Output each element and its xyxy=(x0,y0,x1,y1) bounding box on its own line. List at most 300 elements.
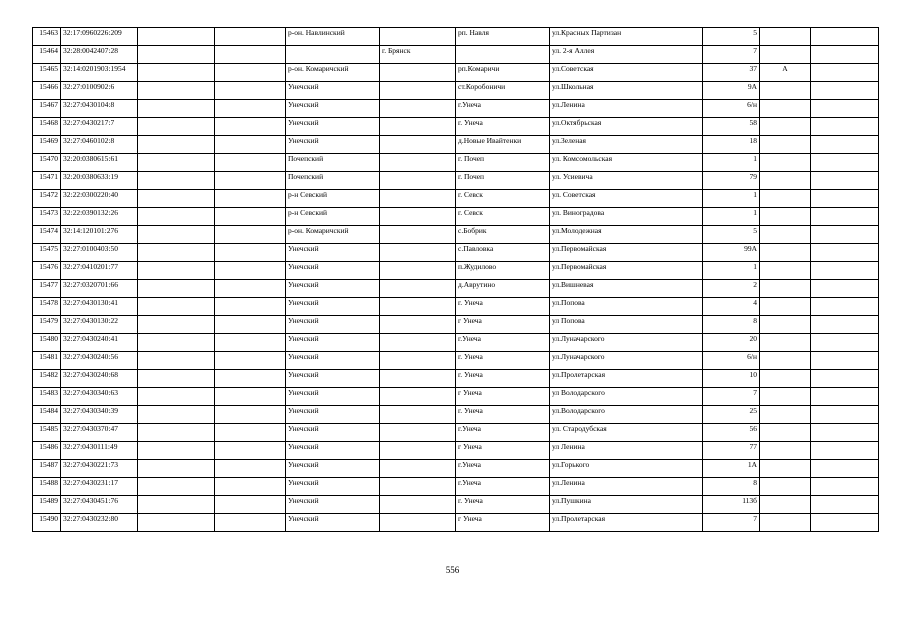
district-cell: Почепский xyxy=(286,154,380,172)
building-letter-cell xyxy=(760,280,811,298)
empty-cell xyxy=(138,514,215,532)
empty-cell xyxy=(215,478,286,496)
row-number-cell: 15483 xyxy=(33,388,61,406)
city-cell: г. Брянск xyxy=(380,46,456,64)
extra-cell xyxy=(811,388,879,406)
house-number-cell: 56 xyxy=(703,424,760,442)
district-cell: р-н Севский xyxy=(286,190,380,208)
empty-cell xyxy=(138,208,215,226)
building-letter-cell xyxy=(760,334,811,352)
extra-cell xyxy=(811,172,879,190)
row-number-cell: 15471 xyxy=(33,172,61,190)
locality-cell: г. Унеча xyxy=(456,298,550,316)
street-cell: ул.Первомайская xyxy=(550,244,703,262)
row-number-cell: 15477 xyxy=(33,280,61,298)
extra-cell xyxy=(811,370,879,388)
house-number-cell: 2 xyxy=(703,280,760,298)
table-row xyxy=(33,46,879,64)
table-row xyxy=(33,334,879,352)
building-letter-cell xyxy=(760,46,811,64)
cadastral-number-cell: 32:27:0100902:6 xyxy=(61,82,138,100)
row-number-cell: 15465 xyxy=(33,64,61,82)
city-cell xyxy=(380,424,456,442)
extra-cell xyxy=(811,424,879,442)
empty-cell xyxy=(215,298,286,316)
locality-cell: г Унеча xyxy=(456,316,550,334)
table-row xyxy=(33,64,879,82)
empty-cell xyxy=(138,496,215,514)
locality-cell: г Унеча xyxy=(456,514,550,532)
empty-cell xyxy=(138,262,215,280)
empty-cell xyxy=(138,46,215,64)
row-number-cell: 15490 xyxy=(33,514,61,532)
empty-cell xyxy=(138,64,215,82)
city-cell xyxy=(380,244,456,262)
locality-cell: г.Унеча xyxy=(456,460,550,478)
cadastral-number-cell: 32:22:0300220:40 xyxy=(61,190,138,208)
city-cell xyxy=(380,172,456,190)
house-number-cell: 8 xyxy=(703,316,760,334)
house-number-cell: 7 xyxy=(703,514,760,532)
empty-cell xyxy=(138,370,215,388)
building-letter-cell xyxy=(760,28,811,46)
street-cell: ул. 2-я Аллея xyxy=(550,46,703,64)
house-number-cell: 10 xyxy=(703,370,760,388)
extra-cell xyxy=(811,100,879,118)
house-number-cell: 7 xyxy=(703,388,760,406)
locality-cell: с.Бобрик xyxy=(456,226,550,244)
extra-cell xyxy=(811,460,879,478)
table-row xyxy=(33,424,879,442)
empty-cell xyxy=(138,190,215,208)
cadastral-number-cell: 32:27:0430231:17 xyxy=(61,478,138,496)
house-number-cell: 113б xyxy=(703,496,760,514)
street-cell: ул. Стародубская xyxy=(550,424,703,442)
empty-cell xyxy=(215,496,286,514)
street-cell: ул.Зеленая xyxy=(550,136,703,154)
city-cell xyxy=(380,388,456,406)
empty-cell xyxy=(215,370,286,388)
extra-cell xyxy=(811,298,879,316)
cadastral-number-cell: 32:27:0430240:41 xyxy=(61,334,138,352)
row-number-cell: 15487 xyxy=(33,460,61,478)
locality-cell: г. Почеп xyxy=(456,172,550,190)
street-cell: ул.Вишневая xyxy=(550,280,703,298)
cadastral-number-cell: 32:27:0430221:73 xyxy=(61,460,138,478)
building-letter-cell xyxy=(760,244,811,262)
district-cell: Унечский xyxy=(286,478,380,496)
city-cell xyxy=(380,442,456,460)
house-number-cell: 4 xyxy=(703,298,760,316)
extra-cell xyxy=(811,496,879,514)
cadastral-number-cell: 32:27:0430451:76 xyxy=(61,496,138,514)
empty-cell xyxy=(215,424,286,442)
house-number-cell: 58 xyxy=(703,118,760,136)
building-letter-cell xyxy=(760,406,811,424)
cadastral-number-cell: 32:27:0430130:22 xyxy=(61,316,138,334)
row-number-cell: 15480 xyxy=(33,334,61,352)
extra-cell xyxy=(811,262,879,280)
extra-cell xyxy=(811,316,879,334)
building-letter-cell xyxy=(760,496,811,514)
empty-cell xyxy=(138,226,215,244)
city-cell xyxy=(380,64,456,82)
row-number-cell: 15469 xyxy=(33,136,61,154)
empty-cell xyxy=(138,442,215,460)
city-cell xyxy=(380,154,456,172)
cadastral-number-cell: 32:27:0430232:80 xyxy=(61,514,138,532)
locality-cell: г. Унеча xyxy=(456,406,550,424)
building-letter-cell xyxy=(760,208,811,226)
row-number-cell: 15476 xyxy=(33,262,61,280)
empty-cell xyxy=(138,244,215,262)
extra-cell xyxy=(811,64,879,82)
empty-cell xyxy=(138,28,215,46)
extra-cell xyxy=(811,46,879,64)
street-cell: ул.Ленина xyxy=(550,478,703,496)
cadastral-number-cell: 32:27:0430130:41 xyxy=(61,298,138,316)
city-cell xyxy=(380,262,456,280)
empty-cell xyxy=(215,46,286,64)
table-row xyxy=(33,226,879,244)
row-number-cell: 15482 xyxy=(33,370,61,388)
street-cell: ул.Луначарского xyxy=(550,352,703,370)
city-cell xyxy=(380,406,456,424)
house-number-cell: 6/н xyxy=(703,352,760,370)
extra-cell xyxy=(811,190,879,208)
district-cell: Унечский xyxy=(286,316,380,334)
district-cell: Почепский xyxy=(286,172,380,190)
extra-cell xyxy=(811,82,879,100)
extra-cell xyxy=(811,136,879,154)
locality-cell: г. Севск xyxy=(456,190,550,208)
locality-cell: с.Павловка xyxy=(456,244,550,262)
street-cell: ул.Октябрьская xyxy=(550,118,703,136)
empty-cell xyxy=(215,190,286,208)
building-letter-cell xyxy=(760,190,811,208)
extra-cell xyxy=(811,478,879,496)
locality-cell: г. Почеп xyxy=(456,154,550,172)
building-letter-cell xyxy=(760,154,811,172)
table-row xyxy=(33,298,879,316)
cadastral-number-cell: 32:22:0390132:26 xyxy=(61,208,138,226)
table-row xyxy=(33,406,879,424)
row-number-cell: 15488 xyxy=(33,478,61,496)
row-number-cell: 15473 xyxy=(33,208,61,226)
table-row xyxy=(33,352,879,370)
city-cell xyxy=(380,118,456,136)
district-cell: Унечский xyxy=(286,262,380,280)
house-number-cell: 79 xyxy=(703,172,760,190)
row-number-cell: 15474 xyxy=(33,226,61,244)
extra-cell xyxy=(811,352,879,370)
empty-cell xyxy=(215,226,286,244)
city-cell xyxy=(380,514,456,532)
cadastral-number-cell: 32:27:0430370:47 xyxy=(61,424,138,442)
district-cell: р-он. Навлинский xyxy=(286,28,380,46)
table-row xyxy=(33,208,879,226)
table-row xyxy=(33,262,879,280)
city-cell xyxy=(380,478,456,496)
empty-cell xyxy=(215,316,286,334)
building-letter-cell xyxy=(760,136,811,154)
row-number-cell: 15486 xyxy=(33,442,61,460)
cadastral-number-cell: 32:27:0430104:8 xyxy=(61,100,138,118)
empty-cell xyxy=(138,154,215,172)
empty-cell xyxy=(138,118,215,136)
district-cell: Унечский xyxy=(286,424,380,442)
table-row xyxy=(33,100,879,118)
city-cell xyxy=(380,82,456,100)
city-cell xyxy=(380,370,456,388)
locality-cell: рп.Комаричи xyxy=(456,64,550,82)
empty-cell xyxy=(215,262,286,280)
empty-cell xyxy=(215,154,286,172)
city-cell xyxy=(380,280,456,298)
street-cell: ул.Советская xyxy=(550,64,703,82)
district-cell: Унечский xyxy=(286,352,380,370)
street-cell: ул Ленина xyxy=(550,442,703,460)
cadastral-number-cell: 32:17:0960226:209 xyxy=(61,28,138,46)
street-cell: ул.Пушкина xyxy=(550,496,703,514)
table-row xyxy=(33,478,879,496)
street-cell: ул.Ленина xyxy=(550,100,703,118)
street-cell: ул.Попова xyxy=(550,298,703,316)
empty-cell xyxy=(215,442,286,460)
empty-cell xyxy=(215,514,286,532)
house-number-cell: 1А xyxy=(703,460,760,478)
district-cell: р-н Севский xyxy=(286,208,380,226)
locality-cell: п.Жудилово xyxy=(456,262,550,280)
extra-cell xyxy=(811,244,879,262)
city-cell xyxy=(380,316,456,334)
district-cell: Унечский xyxy=(286,406,380,424)
building-letter-cell xyxy=(760,352,811,370)
empty-cell xyxy=(138,280,215,298)
extra-cell xyxy=(811,28,879,46)
locality-cell: г. Унеча xyxy=(456,118,550,136)
street-cell: ул Володарского xyxy=(550,388,703,406)
house-number-cell: 18 xyxy=(703,136,760,154)
table-row xyxy=(33,190,879,208)
house-number-cell: 1 xyxy=(703,208,760,226)
street-cell: ул.Первомайская xyxy=(550,262,703,280)
locality-cell: г Унеча xyxy=(456,442,550,460)
house-number-cell: 6/н xyxy=(703,100,760,118)
table-row xyxy=(33,496,879,514)
row-number-cell: 15472 xyxy=(33,190,61,208)
city-cell xyxy=(380,334,456,352)
empty-cell xyxy=(215,208,286,226)
building-letter-cell xyxy=(760,370,811,388)
building-letter-cell xyxy=(760,82,811,100)
row-number-cell: 15475 xyxy=(33,244,61,262)
empty-cell xyxy=(138,172,215,190)
empty-cell xyxy=(138,388,215,406)
empty-cell xyxy=(215,82,286,100)
house-number-cell: 20 xyxy=(703,334,760,352)
city-cell xyxy=(380,298,456,316)
empty-cell xyxy=(138,352,215,370)
street-cell: ул.Луначарского xyxy=(550,334,703,352)
district-cell: Унечский xyxy=(286,280,380,298)
cadastral-number-cell: 32:28:0042407:28 xyxy=(61,46,138,64)
district-cell: р-он. Комаричский xyxy=(286,64,380,82)
house-number-cell: 1 xyxy=(703,262,760,280)
building-letter-cell xyxy=(760,442,811,460)
cadastral-number-cell: 32:27:0100403:50 xyxy=(61,244,138,262)
house-number-cell: 25 xyxy=(703,406,760,424)
table-row xyxy=(33,514,879,532)
street-cell: ул.Школьная xyxy=(550,82,703,100)
house-number-cell: 1 xyxy=(703,190,760,208)
locality-cell: г.Унеча xyxy=(456,478,550,496)
row-number-cell: 15468 xyxy=(33,118,61,136)
locality-cell: г. Унеча xyxy=(456,370,550,388)
locality-cell: д.Аврутино xyxy=(456,280,550,298)
city-cell xyxy=(380,100,456,118)
empty-cell xyxy=(215,244,286,262)
empty-cell xyxy=(138,424,215,442)
district-cell: Унечский xyxy=(286,298,380,316)
row-number-cell: 15479 xyxy=(33,316,61,334)
locality-cell: г. Унеча xyxy=(456,496,550,514)
district-cell: Унечский xyxy=(286,460,380,478)
table-row xyxy=(33,316,879,334)
house-number-cell: 7 xyxy=(703,46,760,64)
district-cell: Унечский xyxy=(286,442,380,460)
building-letter-cell xyxy=(760,460,811,478)
city-cell xyxy=(380,208,456,226)
locality-cell: г.Унеча xyxy=(456,334,550,352)
extra-cell xyxy=(811,442,879,460)
empty-cell xyxy=(215,460,286,478)
empty-cell xyxy=(215,334,286,352)
table-row xyxy=(33,154,879,172)
district-cell: Унечский xyxy=(286,244,380,262)
street-cell: ул. Виноградова xyxy=(550,208,703,226)
building-letter-cell xyxy=(760,514,811,532)
district-cell: Унечский xyxy=(286,370,380,388)
row-number-cell: 15464 xyxy=(33,46,61,64)
empty-cell xyxy=(215,352,286,370)
cadastral-number-cell: 32:27:0320701:66 xyxy=(61,280,138,298)
table-row xyxy=(33,136,879,154)
locality-cell: д.Новые Ивайтенки xyxy=(456,136,550,154)
city-cell xyxy=(380,190,456,208)
empty-cell xyxy=(215,406,286,424)
district-cell: Унечский xyxy=(286,136,380,154)
empty-cell xyxy=(215,28,286,46)
table-row xyxy=(33,388,879,406)
cadastral-number-cell: 32:27:0430217:7 xyxy=(61,118,138,136)
city-cell xyxy=(380,352,456,370)
cadastral-number-cell: 32:27:0430240:68 xyxy=(61,370,138,388)
building-letter-cell xyxy=(760,388,811,406)
cadastral-number-cell: 32:14:120101:276 xyxy=(61,226,138,244)
street-cell: ул. Усиевича xyxy=(550,172,703,190)
empty-cell xyxy=(138,460,215,478)
house-number-cell: 37 xyxy=(703,64,760,82)
building-letter-cell xyxy=(760,172,811,190)
cadastral-number-cell: 32:27:0430340:39 xyxy=(61,406,138,424)
district-cell: Унечский xyxy=(286,82,380,100)
table-row xyxy=(33,442,879,460)
cadastral-number-cell: 32:14:0201903:1954 xyxy=(61,64,138,82)
locality-cell: г. Унеча xyxy=(456,352,550,370)
city-cell xyxy=(380,28,456,46)
district-cell: р-он. Комаричский xyxy=(286,226,380,244)
empty-cell xyxy=(138,334,215,352)
table-row xyxy=(33,118,879,136)
row-number-cell: 15478 xyxy=(33,298,61,316)
locality-cell: г Унеча xyxy=(456,388,550,406)
empty-cell xyxy=(138,316,215,334)
extra-cell xyxy=(811,118,879,136)
street-cell: ул.Пролетарская xyxy=(550,514,703,532)
street-cell: ул.Молодежная xyxy=(550,226,703,244)
row-number-cell: 15463 xyxy=(33,28,61,46)
empty-cell xyxy=(215,280,286,298)
street-cell: ул.Володарского xyxy=(550,406,703,424)
row-number-cell: 15484 xyxy=(33,406,61,424)
locality-cell: г. Севск xyxy=(456,208,550,226)
row-number-cell: 15466 xyxy=(33,82,61,100)
extra-cell xyxy=(811,334,879,352)
building-letter-cell xyxy=(760,100,811,118)
street-cell: ул.Горького xyxy=(550,460,703,478)
street-cell: ул. Советская xyxy=(550,190,703,208)
locality-cell: ст.Коробоничи xyxy=(456,82,550,100)
extra-cell xyxy=(811,154,879,172)
table-row xyxy=(33,172,879,190)
empty-cell xyxy=(215,64,286,82)
building-letter-cell xyxy=(760,316,811,334)
city-cell xyxy=(380,226,456,244)
locality-cell: г.Унеча xyxy=(456,424,550,442)
page-number: 556 xyxy=(445,565,460,575)
row-number-cell: 15467 xyxy=(33,100,61,118)
row-number-cell: 15481 xyxy=(33,352,61,370)
empty-cell xyxy=(215,388,286,406)
empty-cell xyxy=(215,136,286,154)
empty-cell xyxy=(138,82,215,100)
cadastral-number-cell: 32:27:0430111:49 xyxy=(61,442,138,460)
table-row xyxy=(33,82,879,100)
house-number-cell: 5 xyxy=(703,226,760,244)
district-cell: Унечский xyxy=(286,496,380,514)
locality-cell: г.Унеча xyxy=(456,100,550,118)
building-letter-cell xyxy=(760,424,811,442)
cadastral-number-cell: 32:20:0380615:61 xyxy=(61,154,138,172)
district-cell xyxy=(286,46,380,64)
empty-cell xyxy=(138,100,215,118)
cadastral-number-cell: 32:27:0430340:63 xyxy=(61,388,138,406)
registry-table xyxy=(32,27,879,532)
house-number-cell: 99А xyxy=(703,244,760,262)
house-number-cell: 77 xyxy=(703,442,760,460)
table-row xyxy=(33,460,879,478)
table-row xyxy=(33,280,879,298)
cadastral-number-cell: 32:20:0380633:19 xyxy=(61,172,138,190)
district-cell: Унечский xyxy=(286,100,380,118)
table-row xyxy=(33,244,879,262)
street-cell: ул.Красных Партизан xyxy=(550,28,703,46)
extra-cell xyxy=(811,514,879,532)
building-letter-cell xyxy=(760,226,811,244)
table-row xyxy=(33,28,879,46)
row-number-cell: 15485 xyxy=(33,424,61,442)
